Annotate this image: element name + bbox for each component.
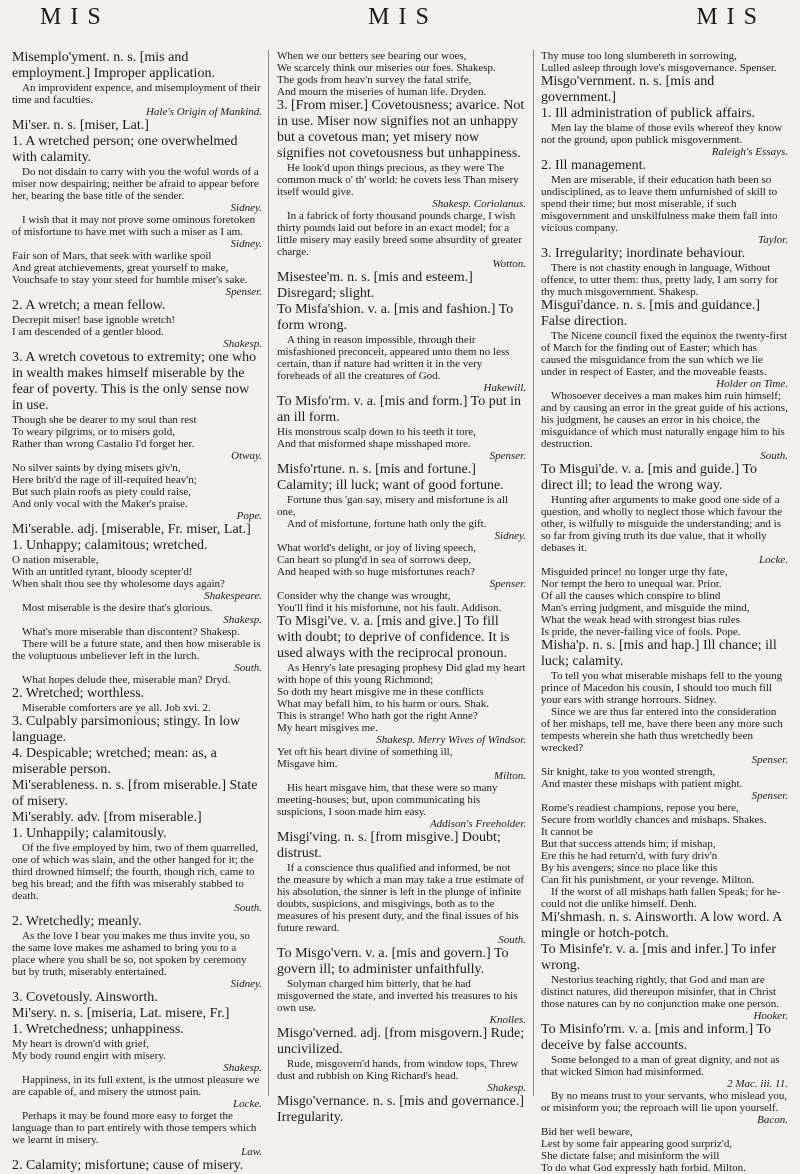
verse-line: No silver saints by dying misers giv'n,: [12, 462, 181, 474]
citation: Holder on Time.: [716, 378, 788, 390]
quotation: In a fabrick of forty thousand pounds charge, I wish thirty pounds laid out before in an exact model; for a little misery may easily breed some absurdity of greater charge.: [277, 210, 522, 258]
verse-line: Lulled asleep through love's misgovernance. Spenser.: [541, 62, 777, 74]
verse-line: Can heart so plung'd in sea of sorrows deep,: [277, 554, 472, 566]
headword-entry: To Misfo'rm. v. a. [mis and form.] To put in an ill form.: [277, 394, 521, 425]
citation: Sidney.: [494, 530, 526, 542]
verse-line: His monstrous scalp down to his teeth it tore,: [277, 426, 476, 438]
quotation: Happiness, in its full extent, is the utmost pleasure we are capable of, and misery the utmost pain.: [12, 1074, 260, 1098]
column-rule: [268, 50, 269, 1096]
verse-line: You'll find it his misfortune, not his fault. Addison.: [277, 602, 502, 614]
verse-line: O nation miserable,: [12, 554, 99, 566]
citation: Hale's Origin of Mankind.: [145, 106, 262, 118]
headword-entry: Mi'shmash. n. s. Ainsworth. A low word. A mingle or hotch-potch.: [541, 910, 782, 941]
verse-line: It cannot be: [541, 826, 593, 838]
verse-line: Man's erring judgment, and misguide the mind,: [541, 602, 750, 614]
citation: Shakesp.: [487, 1082, 526, 1094]
sense-definition: 1. Unhappily; calamitously.: [12, 826, 167, 841]
headword-entry: Misemplo'yment. n. s. [mis and employment.] Improper application.: [12, 50, 215, 81]
verse-line: My heart misgives me.: [277, 722, 378, 734]
verse-line: Secure from worldly chances and mishaps. Shakes.: [541, 814, 767, 826]
header-left: MIS: [40, 4, 110, 30]
verse-line: Nor tempt the hero to unequal war. Prior.: [541, 578, 722, 590]
verse-line: To weary pilgrims, or to misers gold,: [12, 426, 175, 438]
verse-line: Bid her well beware,: [541, 1126, 633, 1138]
headword-entry: Mi'serableness. n. s. [from miserable.] State of misery.: [12, 778, 258, 809]
verse-line: With an untitled tyrant, bloody scepter'd!: [12, 566, 193, 578]
verse-line: By his avengers; since no place like this: [541, 862, 718, 874]
verse-line: And that misformed shape misshaped more.: [277, 438, 471, 450]
citation: Shakesp.: [223, 338, 262, 350]
sense-definition: 3. Culpably parsimonious; stingy. In low language.: [12, 714, 241, 745]
citation: Pope.: [236, 510, 262, 522]
citation: Shakespeare.: [204, 590, 262, 602]
verse-line: Misguided prince! no longer urge thy fate,: [541, 566, 728, 578]
citation: Milton.: [493, 770, 526, 782]
citation: Raleigh's Essays.: [711, 146, 788, 158]
headword-entry: Misgo'verned. adj. [from misgovern.] Rude; uncivilized.: [277, 1026, 525, 1057]
running-header: [0, 4, 800, 44]
verse-line: Thy muse too long slumbereth in sorrowing,: [541, 50, 737, 62]
header-middle: MIS: [368, 4, 438, 30]
quotation: What hopes delude thee, miserable man? Dryd.: [22, 674, 231, 686]
column-left: [12, 50, 262, 1173]
verse-line: And mourn the miseries of human life. Dryden.: [277, 86, 487, 98]
citation: Spenser.: [225, 286, 262, 298]
verse-line: Sir knight, take to you wonted strength,: [541, 766, 716, 778]
verse-line: Lest by some fair appearing good surpriz'd,: [541, 1138, 733, 1150]
verse-line: But that success attends him; if mishap,: [541, 838, 716, 850]
citation: Shakesp.: [223, 1062, 262, 1074]
citation: South.: [760, 450, 788, 462]
sense-definition: 1. Ill administration of publick affairs.: [541, 106, 755, 121]
headword-entry: To Misgo'vern. v. a. [mis and govern.] To govern ill; to administer unfaithfully.: [277, 946, 509, 977]
citation: Law.: [241, 1146, 262, 1158]
citation: Spenser.: [489, 450, 526, 462]
citation: Taylor.: [758, 234, 788, 246]
headword-entry: Misgi'ving. n. s. [from misgive.] Doubt; distrust.: [277, 830, 501, 861]
verse-line: What world's delight, or joy of living speech,: [277, 542, 477, 554]
headword-entry: Misfo'rtune. n. s. [mis and fortune.] Calamity; ill luck; want of good fortune.: [277, 462, 504, 493]
verse-line: What may befall him, to his harm or ours. Shak.: [277, 698, 490, 710]
sense-definition: 1. Unhappy; calamitous; wretched.: [12, 538, 208, 553]
citation: South.: [234, 662, 262, 674]
verse-line: So doth my heart misgive me in these conflicts: [277, 686, 484, 698]
verse-line: Of all the causes which conspire to blind: [541, 590, 721, 602]
quotation: Miserable comforters are ye all. Job xvi. 2.: [22, 702, 211, 714]
sense-definition: 2. Wretched; worthless.: [12, 686, 145, 701]
quotation: He look'd upon things precious, as they were The common muck o' th' world: he covets less Than misery itself would give.: [277, 162, 519, 198]
quotation: Do not disdain to carry with you the woful words of a miser now despairing; neither be afraid to appear before her, bearing the base title of the sender.: [12, 166, 259, 202]
quotation: Since we are thus far entered into the consideration of her mishaps, tell me, have there been any more such tempests wherein she hath thus wretchedly been wrecked?: [541, 706, 783, 754]
quotation: Most miserable is the desire that's glorious.: [22, 602, 213, 614]
verse-line: Consider why the change was wrought,: [277, 590, 451, 602]
citation: Locke.: [232, 1098, 262, 1110]
quotation: And of misfortune, fortune hath only the gift.: [287, 518, 487, 530]
verse-line: And master these mishaps with patient might.: [541, 778, 743, 790]
citation: South.: [498, 934, 526, 946]
verse-line: My heart is drown'd with grief,: [12, 1038, 150, 1050]
citation: Shakesp.: [223, 614, 262, 626]
quotation: His heart misgave him, that these were so many meeting-houses; but, upon communicating his suspicions, I soon made him easy.: [277, 782, 498, 818]
verse-line: But such plain roofs as piety could raise,: [12, 486, 192, 498]
verse-line: The gods from heav'n survey the fatal strife,: [277, 74, 472, 86]
citation: Shakesp. Coriolanus.: [432, 198, 526, 210]
headword-entry: Mi'ser. n. s. [miser, Lat.]: [12, 118, 149, 133]
citation: Addison's Freeholder.: [429, 818, 526, 830]
headword-entry: To Misinfo'rm. v. a. [mis and inform.] To deceive by false accounts.: [541, 1022, 771, 1053]
sense-definition: 3. Irregularity; inordinate behaviour.: [541, 246, 746, 261]
verse-line: Misgave him.: [277, 758, 338, 770]
citation: Hooker.: [753, 1010, 788, 1022]
quotation: Solyman charged him bitterly, that he had misgoverned the state, and inverted his treasures to his own use.: [277, 978, 518, 1014]
citation: Spenser.: [751, 754, 788, 766]
verse-line: To do what God expressly hath forbid. Milton.: [541, 1162, 746, 1174]
citation: Sidney.: [230, 978, 262, 990]
verse-line: When we our betters see bearing our woes,: [277, 50, 467, 62]
citation: Hakewill.: [483, 382, 526, 394]
quotation: There will be a future state, and then how miserable is the voluptuous unbeliever left in the lurch.: [12, 638, 261, 662]
quotation: Hunting after arguments to make good one side of a question, and wholly to neglect those which favour the other, is wilfully to misguide the understanding; and is so far from giving truth its due value, that it wholly debases it.: [541, 494, 783, 554]
verse-line: My body round engirt with misery.: [12, 1050, 166, 1062]
header-right: MIS: [696, 4, 766, 30]
quotation: If the worst of all mishaps hath fallen Speak; for he-could not die unlike himself. Denh.: [541, 886, 781, 910]
citation: 2 Mac. iii. 11.: [727, 1078, 788, 1090]
verse-line: Can fit his punishment, or your revenge. Milton.: [541, 874, 755, 886]
verse-line: This is strange! Who hath got the right Anne?: [277, 710, 478, 722]
quotation: To tell you what miserable mishaps fell to the young prince of Macedon his cousin, I should too much fill your ears with strange horrours. Sidney.: [541, 670, 783, 706]
verse-line: We scarcely think our miseries our foes. Shakesp.: [277, 62, 496, 74]
quotation: What's more miserable than discontent? Shakesp.: [22, 626, 240, 638]
verse-line: Is pride, the never-failing vice of fools. Pope.: [541, 626, 741, 638]
quotation: Of the five employed by him, two of them quarrelled, one of which was slain, and the other hanged for it; the third drowned himself; the fourth, though rich, came to beg his bread; and the fifth was miserably stabbed to death.: [12, 842, 259, 902]
verse-line: Rather than wrong Castalio I'd forget her.: [12, 438, 195, 450]
sense-definition: 2. Wretchedly; meanly.: [12, 914, 142, 929]
headword-entry: To Misgi've. v. a. [mis and give.] To fill with doubt; to deprive of confidence. It is used always with the reciprocal pronoun.: [277, 614, 510, 661]
citation: South.: [234, 902, 262, 914]
quotation: Men lay the blame of those evils whereof they know not the ground, upon publick misgovernment.: [541, 122, 783, 146]
sense-definition: 1. Wretchedness; unhappiness.: [12, 1022, 184, 1037]
headword-entry: Mi'serably. adv. [from miserable.]: [12, 810, 202, 825]
quotation: Rude, misgovern'd hands, from window tops, Threw dust and rubbish on King Richard's head.: [277, 1058, 519, 1082]
headword-entry: Misha'p. n. s. [mis and hap.] Ill chance; ill luck; calamity.: [541, 638, 777, 669]
verse-line: When shalt thou see thy wholesome days again?: [12, 578, 225, 590]
verse-line: And heaped with so huge misfortunes reach?: [277, 566, 475, 578]
verse-line: And only vocal with the Maker's praise.: [12, 498, 188, 510]
headword-entry: To Misgui'de. v. a. [mis and guide.] To direct ill; to lead the wrong way.: [541, 462, 757, 493]
citation: Wotton.: [492, 258, 526, 270]
sense-definition: 2. A wretch; a mean fellow.: [12, 298, 166, 313]
verse-line: And great atchievements, great yourself to make,: [12, 262, 229, 274]
quotation: Fortune thus 'gan say, misery and misfortune is all one,: [277, 494, 508, 518]
verse-line: Fair son of Mars, that seek with warlike spoil: [12, 250, 212, 262]
sense-definition: 3. [From miser.] Covetousness; avarice. Not in use. Miser now signifies not an unhappy but a covetous man; yet misery now signifies not covetousness but unhappiness.: [277, 98, 525, 161]
headword-entry: Mi'serable. adj. [miserable, Fr. miser, Lat.]: [12, 522, 251, 537]
headword-entry: Misgo'vernment. n. s. [mis and government.]: [541, 74, 715, 105]
quotation: A thing in reason impossible, through their misfashioned preconceit, appeared unto them no less certain, than if nature had written it in the very foreheads of all the creatures of God.: [277, 334, 510, 382]
quotation: Whosoever deceives a man makes him ruin himself; and by causing an error in the great guide of his actions, his judgment, he causes an error in his choice, the misguidance of which must naturally engage him to his destruction.: [541, 390, 788, 450]
citation: Sidney.: [230, 202, 262, 214]
headword-entry: Misgo'vernance. n. s. [mis and governance.] Irregularity.: [277, 1094, 525, 1125]
verse-line: What the weak head with strongest bias rules: [541, 614, 740, 626]
citation: Bacon.: [757, 1114, 788, 1126]
quotation: There is not chastity enough in language, Without offence, to utter them: thus, pretty lady, I am sorry for thy much misgovernment. Shakesp.: [541, 262, 779, 298]
headword-entry: To Misfa'shion. v. a. [mis and fashion.] To form wrong.: [277, 302, 514, 333]
verse-line: She dictate false; and misinform the will: [541, 1150, 720, 1162]
sense-definition: 3. A wretch covetous to extremity; one who in wealth makes himself miserable by the fear of poverty. This is the only sense now in use.: [12, 350, 257, 413]
verse-line: Decrepit miser! base ignoble wretch!: [12, 314, 176, 326]
headword-entry: Misestee'm. n. s. [mis and esteem.] Disregard; slight.: [277, 270, 473, 301]
quotation: The Nicene council fixed the equinox the twenty-first of March for the finding out of Easter; which has caused the misguidance from the sun which we lie under in respect of Easter, and the moveable feasts.: [541, 330, 788, 378]
sense-definition: 3. Covetously. Ainsworth.: [12, 990, 158, 1005]
verse-line: Rome's readiest champions, repose you here,: [541, 802, 739, 814]
quotation: An improvident expence, and misemployment of their time and faculties.: [12, 82, 261, 106]
column-right: [541, 50, 788, 1174]
quotation: Some belonged to a man of great dignity, and not as that wicked Simon had misinformed.: [541, 1054, 780, 1078]
quotation: Nestorius teaching rightly, that God and man are distinct natures, did thereupon misinfer, that in Christ those natures can by no conjunction make one person.: [541, 974, 779, 1010]
verse-line: Yet oft his heart divine of something ill,: [277, 746, 453, 758]
citation: Shakesp. Merry Wives of Windsor.: [376, 734, 526, 746]
sense-definition: 2. Ill management.: [541, 158, 646, 173]
quotation: By no means trust to your servants, who mislead you, or misinform you; the reproach will lie upon yourself.: [541, 1090, 788, 1114]
quotation: Men are miserable, if their education hath been so undisciplined, as to leave them unfurnished of skill to spend their time; but most miserable, if such misgovernment and unskilfulness make them fall into vicious company.: [541, 174, 778, 234]
column-middle: [277, 50, 526, 1125]
citation: Knolles.: [489, 1014, 526, 1026]
quotation: As Henry's late presaging prophesy Did glad my heart with hope of this young Richmond;: [277, 662, 526, 686]
column-rule: [533, 50, 534, 1096]
verse-line: I am descended of a gentler blood.: [12, 326, 164, 338]
sense-definition: 2. Calamity; misfortune; cause of misery.: [12, 1158, 244, 1173]
headword-entry: To Misinfe'r. v. a. [mis and infer.] To infer wrong.: [541, 942, 777, 973]
quotation: As the love I bear you makes me thus invite you, so the same love makes me ashamed to bring you to a place where you shall be so, not spoken by ceremony but by truth, miserably entertained.: [12, 930, 250, 978]
headword-entry: Misgui'dance. n. s. [mis and guidance.] False direction.: [541, 298, 761, 329]
quotation: Perhaps it may be found more easy to forget the language than to part entirely with those tempers which we learnt in misery.: [12, 1110, 257, 1146]
citation: Spenser.: [751, 790, 788, 802]
verse-line: Though she be dearer to my soul than rest: [12, 414, 197, 426]
headword-entry: Mi'sery. n. s. [miseria, Lat. misere, Fr.]: [12, 1006, 230, 1021]
citation: Locke.: [758, 554, 788, 566]
citation: Otway.: [231, 450, 262, 462]
citation: Sidney.: [230, 238, 262, 250]
sense-definition: 4. Despicable; wretched; mean: as, a miserable person.: [12, 746, 217, 777]
verse-line: Ere this he had return'd, with fury driv'n: [541, 850, 718, 862]
verse-line: Here brib'd the rage of ill-requited heav'n;: [12, 474, 197, 486]
verse-line: Vouchsafe to stay your steed for humble miser's sake.: [12, 274, 248, 286]
sense-definition: 1. A wretched person; one overwhelmed with calamity.: [12, 134, 238, 165]
quotation: I wish that it may not prove some ominous foretoken of misfortune to have met with such a miser as I am.: [12, 214, 256, 238]
quotation: If a conscience thus qualified and informed, be not the measure by which a man may take a true estimate of his absolution, the sinner is left in the plunge of infinite doubts, suspicions, and misgivings, both as to the measures of his present duty, and the final issues of his future reward.: [277, 862, 525, 934]
citation: Spenser.: [489, 578, 526, 590]
